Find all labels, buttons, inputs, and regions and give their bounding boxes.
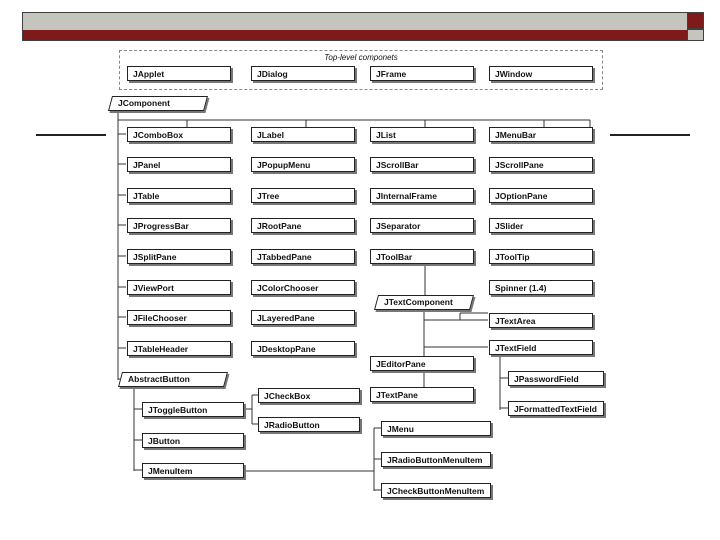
box-jtextfield: JTextField (489, 340, 593, 355)
box-jframe: JFrame (370, 66, 474, 81)
box-jpopupmenu: JPopupMenu (251, 157, 355, 172)
box-jtooltip: JToolTip (489, 249, 593, 264)
box-jeditorpane: JEditorPane (370, 356, 474, 371)
box-jcomponent-label: JComponent (118, 98, 170, 108)
box-jtextarea: JTextArea (489, 313, 593, 328)
box-jsplitpane: JSplitPane (127, 249, 231, 264)
box-jtogglebutton: JToggleButton (142, 402, 244, 417)
box-jtableheader: JTableHeader (127, 341, 231, 356)
box-abstractbutton-label: AbstractButton (128, 374, 190, 384)
box-jtextcomponent (376, 295, 472, 310)
box-jcomponent (110, 96, 206, 111)
box-jtree: JTree (251, 188, 355, 203)
box-jdialog: JDialog (251, 66, 355, 81)
box-jspinner: Spinner (1.4) (489, 280, 593, 295)
box-joptionpane: JOptionPane (489, 188, 593, 203)
box-jcombobox: JComboBox (127, 127, 231, 142)
box-jscrollbar: JScrollBar (370, 157, 474, 172)
box-jradiobuttonmenuitem: JRadioButtonMenuItem (381, 452, 491, 467)
box-jscrollpane: JScrollPane (489, 157, 593, 172)
box-jmenubar: JMenuBar (489, 127, 593, 142)
box-jpanel: JPanel (127, 157, 231, 172)
box-jfilechooser: JFileChooser (127, 310, 231, 325)
box-jlist: JList (370, 127, 474, 142)
box-japplet: JApplet (127, 66, 231, 81)
box-abstractbutton (120, 372, 226, 387)
box-jlabel: JLabel (251, 127, 355, 142)
top-level-title: Top-level componets (324, 53, 398, 62)
box-jviewport: JViewPort (127, 280, 231, 295)
box-jmenuitem: JMenuItem (142, 463, 244, 478)
box-jmenu: JMenu (381, 421, 491, 436)
box-jcheckbox: JCheckBox (258, 388, 360, 403)
box-jtable: JTable (127, 188, 231, 203)
box-jtoolbar: JToolBar (370, 249, 474, 264)
box-jdesktoppane: JDesktopPane (251, 341, 355, 356)
box-jwindow: JWindow (489, 66, 593, 81)
box-jslider: JSlider (489, 218, 593, 233)
box-jcheckbuttonmenuitem: JCheckButtonMenuItem (381, 483, 491, 498)
box-jrootpane: JRootPane (251, 218, 355, 233)
box-jseparator: JSeparator (370, 218, 474, 233)
box-jradiobutton: JRadioButton (258, 417, 360, 432)
box-jformattedtextfield: JFormattedTextField (508, 401, 604, 416)
box-jtextpane: JTextPane (370, 387, 474, 402)
box-jtabbedpane: JTabbedPane (251, 249, 355, 264)
box-jcolorchooser: JColorChooser (251, 280, 355, 295)
box-jinternalframe: JInternalFrame (370, 188, 474, 203)
box-jlayeredpane: JLayeredPane (251, 310, 355, 325)
box-jpasswordfield: JPasswordField (508, 371, 604, 386)
box-jtextcomponent-label: JTextComponent (384, 297, 453, 307)
box-jbutton: JButton (142, 433, 244, 448)
box-jprogressbar: JProgressBar (127, 218, 231, 233)
